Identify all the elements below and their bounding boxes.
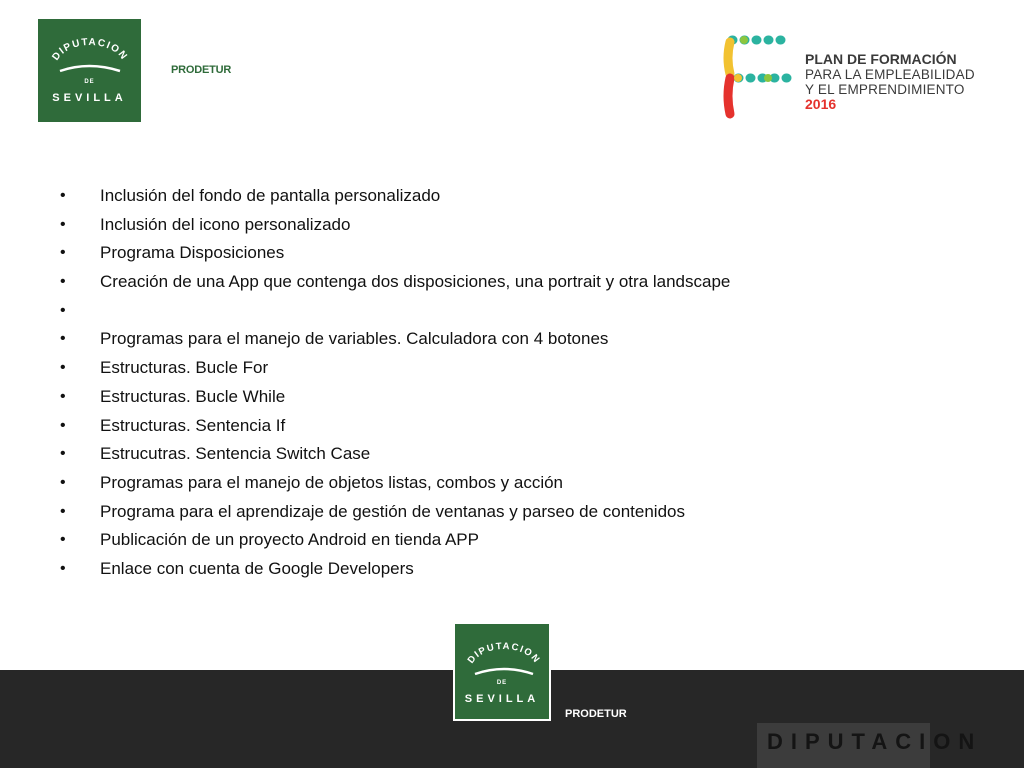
list-item [60,297,730,326]
list-item: • Inclusión del icono personalizado [60,211,730,240]
logo-arc-svg [455,624,553,723]
svg-text:DIPUTACION [50,37,129,63]
prodetur-label: PRODETUR [171,64,232,76]
plan-subtitle-2: Y EL EMPRENDIMIENTO [805,82,965,97]
logo-name-text: SEVILLA [52,92,127,104]
list-item: • Programas para el manejo de objetos listas, combos y acción [60,469,730,498]
prodetur-label-footer: PRODETUR [565,708,627,720]
plan-formacion-logo [722,28,992,124]
list-item: • Programas para el manejo de variables. Calculadora con 4 botones [60,325,730,354]
diputacion-logo [38,19,141,122]
list-item: • Estrucutras. Sentencia Switch Case [60,440,730,469]
logo-de-text: DE [84,79,95,85]
partial-diputacion-logo [757,723,983,768]
plan-title: PLAN DE FORMACIÓN [805,51,957,67]
list-item: • Creación de una App que contenga dos disposiciones, una portrait y otra landscape [60,268,730,297]
list-item: • Inclusión del fondo de pantalla personalizado [60,182,730,211]
svg-text:DIPUTACION [466,641,543,666]
list-item: • Programa Disposiciones [60,239,730,268]
logo-de-text: DE [496,680,508,686]
diputacion-logo-footer [453,622,551,721]
list-item: • Publicación de un proyecto Android en tienda APP [60,526,730,555]
list-item: • Estructuras. Bucle While [60,383,730,412]
partial-logo-text: DIPUTACION [767,729,983,754]
list-item: • Programa para el aprendizaje de gestión de ventanas y parseo de contenidos [60,498,730,527]
list-item: • Enlace con cuenta de Google Developers [60,555,730,584]
content-bullet-list [60,182,730,584]
list-item: • Estructuras. Bucle For [60,354,730,383]
list-item: • Estructuras. Sentencia If [60,412,730,441]
plan-formacion-icon [722,28,802,124]
plan-subtitle-1: PARA LA EMPLEABILIDAD [805,67,975,82]
logo-arc-text: DIPUTACION [465,640,543,666]
logo-arc-svg [38,19,141,122]
logo-name-text: SEVILLA [464,693,540,705]
logo-arc-text: DIPUTACION [50,36,130,63]
plan-year: 2016 [805,96,837,112]
